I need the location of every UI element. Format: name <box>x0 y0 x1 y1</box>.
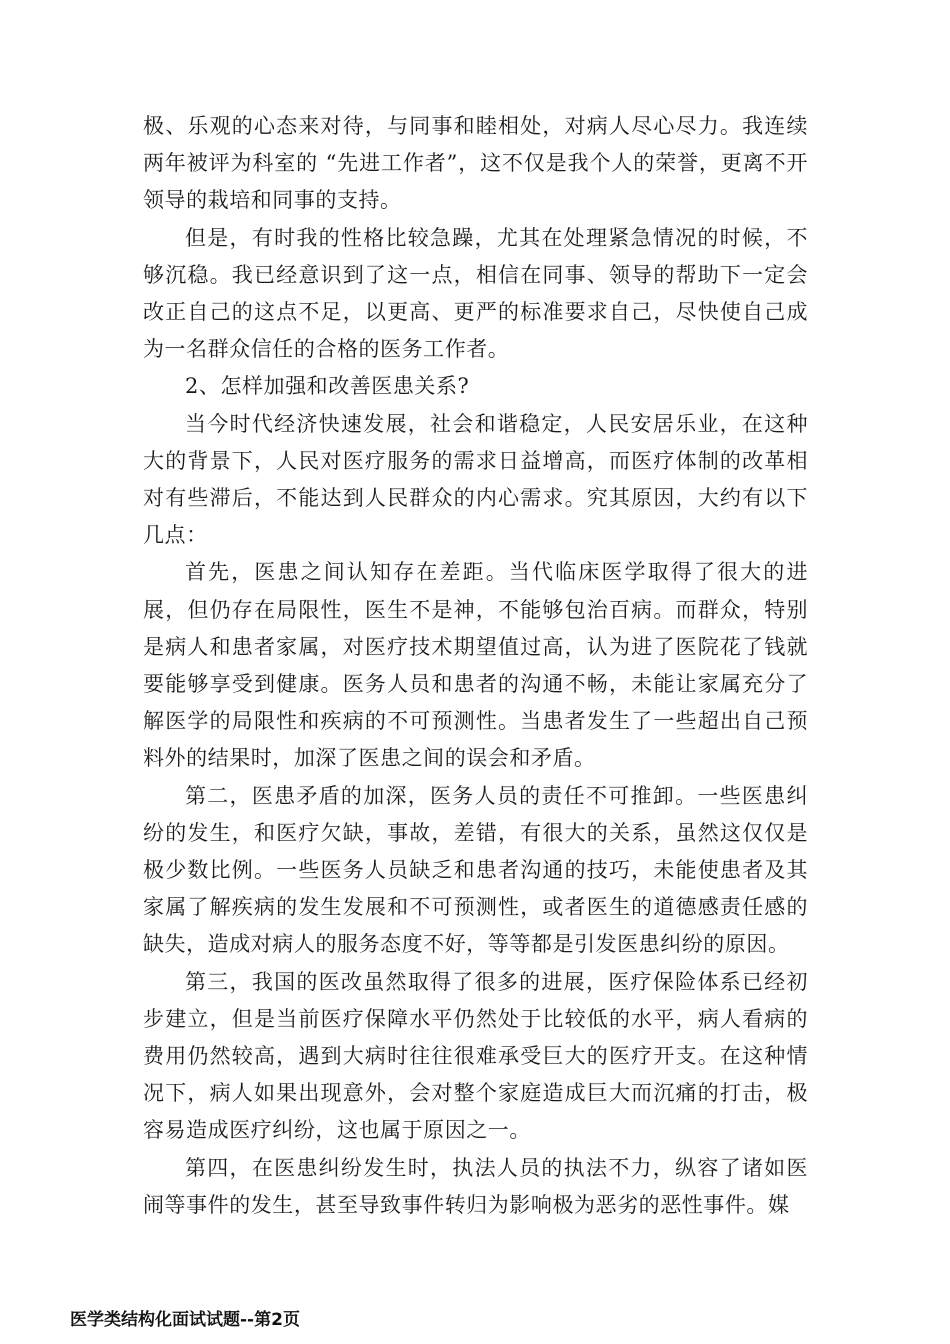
question-heading: 2、怎样加强和改善医患关系? <box>185 374 470 399</box>
paragraph-weakness: 但是，有时我的性格比较急躁，尤其在处理紧急情况的时候，不够沉稳。我已经意识到了这一点，相信在同事、领导的帮助下一定会改正自己的这点不足，以更高、更严的标准要求自己，尽快使自己成为一名群众信任的合格的医务工作者。 <box>143 225 808 362</box>
paragraph-third-reason: 第三，我国的医改虽然取得了很多的进展，医疗保险体系已经初步建立，但是当前医疗保障水平仍然处于比较低的水平，病人看病的费用仍然较高，遇到大病时往往很难承受巨大的医疗开支。在这种情况下，病人如果出现意外，会对整个家庭造成巨大而沉痛的打击，极容易造成医疗纠纷，这也属于原因之一。 <box>143 969 808 1143</box>
paragraph-continued-intro: 极、乐观的心态来对待，与同事和睦相处，对病人尽心尽力。我连续两年被评为科室的 “先进工作者”，这不仅是我个人的荣誉，更离不开领导的栽培和同事的支持。 <box>143 114 808 213</box>
paragraph-first-reason: 首先，医患之间认知存在差距。当代临床医学取得了很大的进展，但仍存在局限性，医生不是神，不能够包治百病。而群众，特别是病人和患者家属，对医疗技术期望值过高，认为进了医院花了钱就要能够享受到健康。医务人员和患者的沟通不畅，未能让家属充分了解医学的局限性和疾病的不可预测性。当患者发生了一些超出自己预料外的结果时，加深了医患之间的误会和矛盾。 <box>143 560 808 771</box>
document-body <box>143 108 808 1224</box>
paragraph-fourth-reason: 第四，在医患纠纷发生时，执法人员的执法不力，纵容了诸如医闹等事件的发生，甚至导致事件转归为影响极为恶劣的恶性事件。媒 <box>143 1155 808 1217</box>
paragraph-background: 当今时代经济快速发展，社会和谐稳定，人民安居乐业，在这种大的背景下，人民对医疗服务的需求日益增高，而医疗体制的改革相对有些滞后，不能达到人民群众的内心需求。究其原因，大约有以下几点： <box>143 411 808 548</box>
paragraph-second-reason: 第二，医患矛盾的加深，医务人员的责任不可推卸。一些医患纠纷的发生，和医疗欠缺，事故，差错，有很大的关系，虽然这仅仅是极少数比例。一些医务人员缺乏和患者沟通的技巧，未能使患者及其家属了解疾病的发生发展和不可预测性，或者医生的道德感责任感的缺失，造成对病人的服务态度不好，等等都是引发医患纠纷的原因。 <box>143 783 808 957</box>
page-footer: 医学类结构化面试试题--第2页 <box>70 1310 300 1330</box>
